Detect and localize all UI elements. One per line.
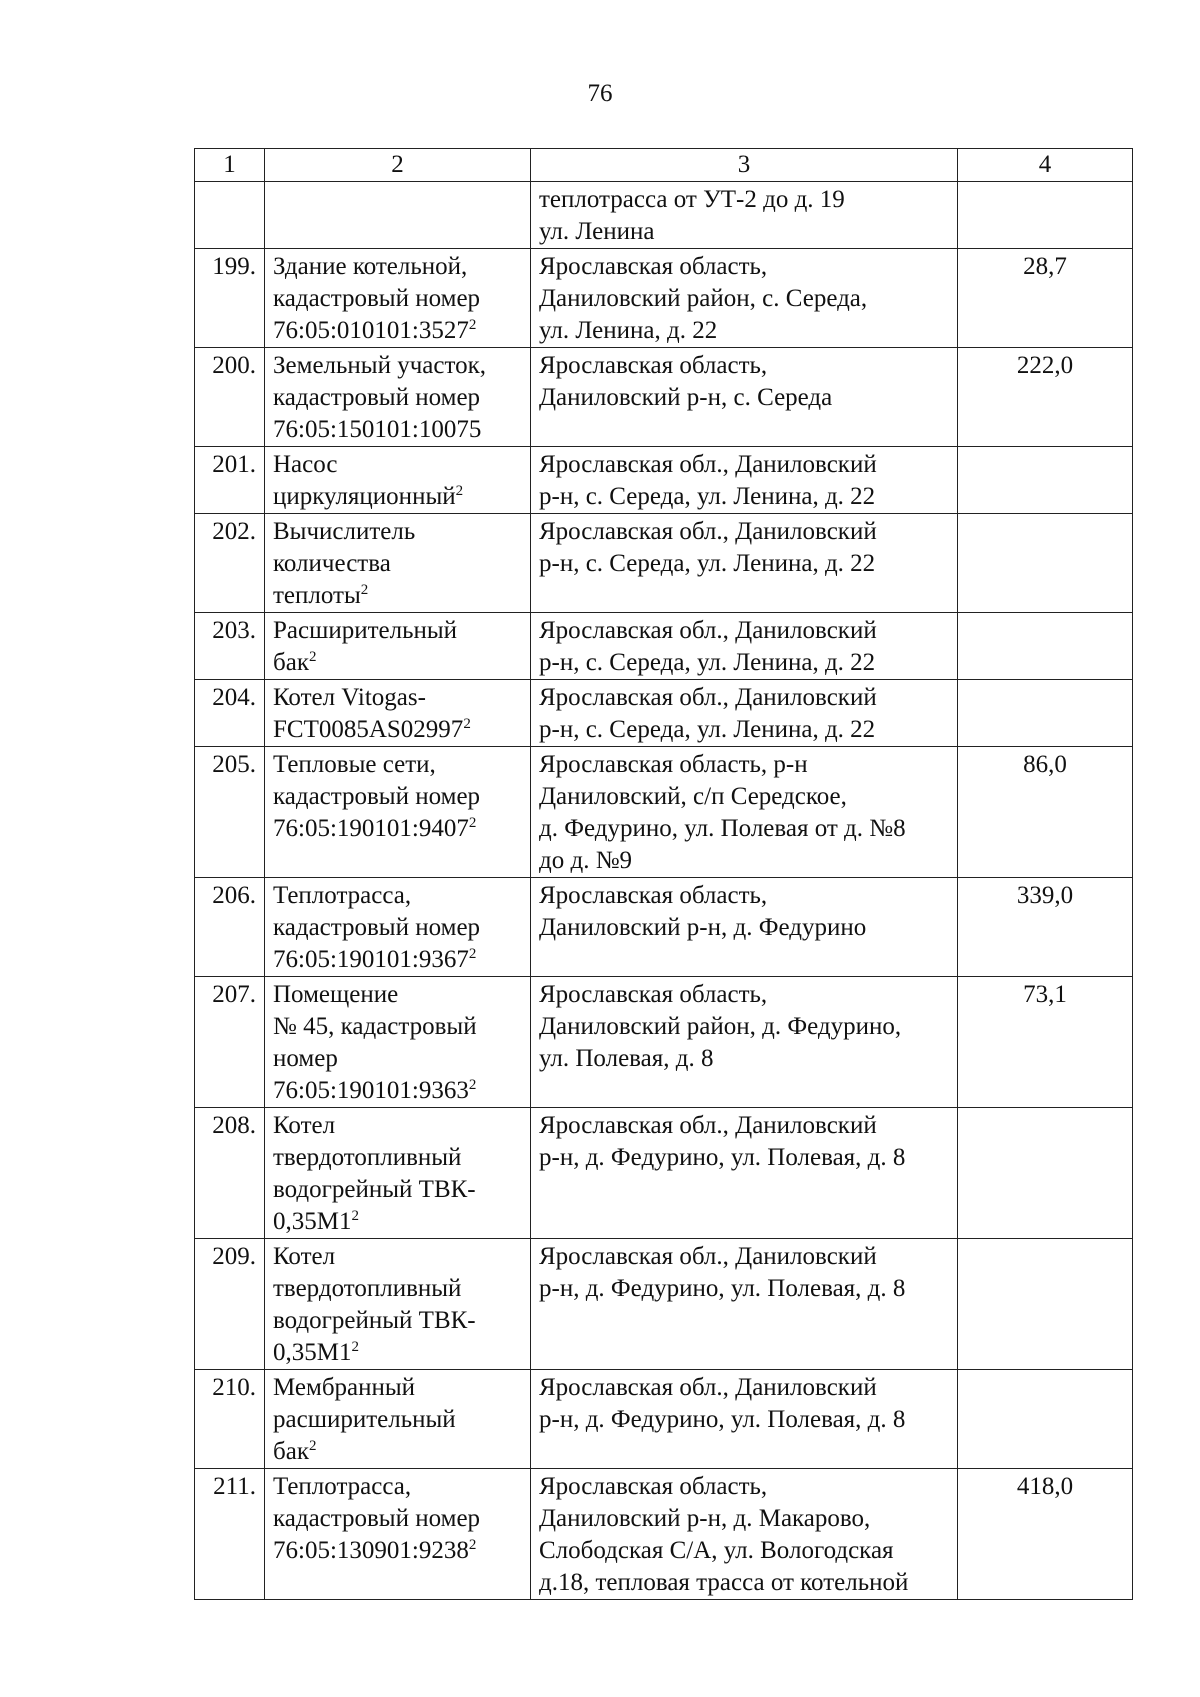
address-line: Ярославская область, р-н <box>539 751 808 778</box>
object-name-cell <box>265 878 531 977</box>
object-name-line: Насос <box>273 451 338 478</box>
table-row <box>195 249 1133 348</box>
address-cell <box>531 447 958 514</box>
address-cell <box>531 680 958 747</box>
property-table <box>194 148 1133 1600</box>
object-name-cell <box>265 680 531 747</box>
footnote-mark: 2 <box>351 1208 359 1224</box>
area-value: 73,1 <box>958 977 1133 1108</box>
object-name-line: Помещение <box>273 981 399 1008</box>
object-name-line: бак$^2$ <box>273 649 317 676</box>
row-number: 199. <box>195 249 265 348</box>
address-cell <box>531 1469 958 1600</box>
address-line: Даниловский р-н, с. Середа <box>539 384 833 411</box>
column-header: 3 <box>531 149 958 182</box>
row-number: 200. <box>195 348 265 447</box>
object-name-cell <box>265 514 531 613</box>
address-line: р-н, с. Середа, ул. Ленина, д. 22 <box>539 716 876 743</box>
footnote-mark: 2 <box>468 1077 477 1093</box>
address-cell <box>531 977 958 1108</box>
address-line: Слободская С/А, ул. Вологодская <box>539 1537 894 1564</box>
object-name-line: FCT0085AS02997$^2$ <box>273 716 471 743</box>
object-name-line: 76:05:130901:9238$^2$ <box>273 1537 477 1564</box>
object-name-line: Земельный участок, <box>273 352 486 379</box>
column-header: 1 <box>195 149 265 182</box>
object-name-line: теплоты$^2$ <box>273 582 369 609</box>
object-name-cell <box>265 1370 531 1469</box>
object-name-line: твердотопливный <box>273 1144 462 1171</box>
address-line: Даниловский район, с. Середа, <box>539 285 868 312</box>
table-row <box>195 348 1133 447</box>
address-line: р-н, д. Федурино, ул. Полевая, д. 8 <box>539 1144 906 1171</box>
area-value <box>958 447 1133 514</box>
object-name-line: Мембранный <box>273 1374 416 1401</box>
object-name-line: кадастровый номер <box>273 285 481 312</box>
row-number: 209. <box>195 1239 265 1370</box>
table-row <box>195 747 1133 878</box>
footnote-mark: 2 <box>351 1339 359 1355</box>
footnote-mark: 2 <box>308 649 317 665</box>
address-line: ул. Ленина <box>539 218 655 245</box>
object-name-line: Тепловые сети, <box>273 751 436 778</box>
address-line: д.18, тепловая трасса от котельной <box>539 1569 909 1596</box>
object-name-line: циркуляционный$^2$ <box>273 483 464 510</box>
table-row <box>195 977 1133 1108</box>
address-line: р-н, с. Середа, ул. Ленина, д. 22 <box>539 483 876 510</box>
address-line: ул. Ленина, д. 22 <box>539 317 718 344</box>
object-name-cell <box>265 1108 531 1239</box>
address-cell <box>531 348 958 447</box>
object-name-line: Теплотрасса, <box>273 1473 412 1500</box>
page-number: 76 <box>587 80 613 107</box>
footnote-mark: 2 <box>468 946 477 962</box>
area-value <box>958 680 1133 747</box>
object-name-cell <box>265 1469 531 1600</box>
table-header-row <box>195 149 1133 182</box>
object-name-line: водогрейный ТВК- <box>273 1307 476 1334</box>
area-value: 28,7 <box>958 249 1133 348</box>
address-line: Даниловский р-н, д. Макарово, <box>539 1505 871 1532</box>
address-line: Ярославская область, <box>539 253 768 280</box>
row-number: 204. <box>195 680 265 747</box>
object-name-line: кадастровый номер <box>273 914 481 941</box>
table-row <box>195 182 1133 249</box>
column-header: 4 <box>958 149 1133 182</box>
address-line: до д. №9 <box>539 847 633 874</box>
row-number: 203. <box>195 613 265 680</box>
address-cell <box>531 1108 958 1239</box>
address-line: Ярославская область, <box>539 882 768 909</box>
object-name-line: 76:05:150101:10075 <box>273 416 482 443</box>
area-value <box>958 1239 1133 1370</box>
row-number: 201. <box>195 447 265 514</box>
footnote-mark: 2 <box>468 317 477 333</box>
object-name-line: Вычислитель <box>273 518 416 545</box>
address-line: теплотрасса от УТ-2 до д. 19 <box>539 186 845 213</box>
address-line: Ярославская обл., Даниловский <box>539 518 877 545</box>
address-line: Даниловский район, д. Федурино, <box>539 1013 902 1040</box>
address-cell <box>531 1239 958 1370</box>
object-name-line: $0,35М1^2$ <box>273 1208 359 1235</box>
area-value: 339,0 <box>958 878 1133 977</box>
object-name-line: $0,35М1^2$ <box>273 1339 359 1366</box>
footnote-mark: 2 <box>468 815 477 831</box>
address-cell <box>531 249 958 348</box>
object-name-line: бак$^2$ <box>273 1438 317 1465</box>
object-name-line: расширительный <box>273 1406 456 1433</box>
footnote-mark: 2 <box>468 1537 477 1553</box>
column-header: 2 <box>265 149 531 182</box>
table-row <box>195 680 1133 747</box>
row-number: 211. <box>195 1469 265 1600</box>
table-row <box>195 613 1133 680</box>
area-value <box>958 514 1133 613</box>
object-name-cell <box>265 747 531 878</box>
row-number: 205. <box>195 747 265 878</box>
area-value: 418,0 <box>958 1469 1133 1600</box>
footnote-mark: 2 <box>455 483 464 499</box>
area-value <box>958 613 1133 680</box>
area-value: 86,0 <box>958 747 1133 878</box>
table-row <box>195 1370 1133 1469</box>
object-name-line: водогрейный ТВК- <box>273 1176 476 1203</box>
address-cell <box>531 878 958 977</box>
row-number: 207. <box>195 977 265 1108</box>
object-name-cell <box>265 182 531 249</box>
table-row <box>195 1108 1133 1239</box>
object-name-line: твердотопливный <box>273 1275 462 1302</box>
address-line: Ярославская область, <box>539 1473 768 1500</box>
address-line: р-н, д. Федурино, ул. Полевая, д. 8 <box>539 1275 906 1302</box>
object-name-line: количества <box>273 550 391 577</box>
address-line: Даниловский, с/п Середское, <box>539 783 847 810</box>
object-name-cell <box>265 613 531 680</box>
address-cell <box>531 613 958 680</box>
object-name-cell <box>265 348 531 447</box>
address-cell <box>531 747 958 878</box>
footnote-mark: 2 <box>360 582 369 598</box>
address-line: р-н, д. Федурино, ул. Полевая, д. 8 <box>539 1406 906 1433</box>
object-name-line: Теплотрасса, <box>273 882 412 909</box>
address-line: Ярославская обл., Даниловский <box>539 617 877 644</box>
address-line: Даниловский р-н, д. Федурино <box>539 914 867 941</box>
object-name-line: Котел <box>273 1243 336 1270</box>
address-cell <box>531 1370 958 1469</box>
address-line: Ярославская область, <box>539 352 768 379</box>
address-line: Ярославская обл., Даниловский <box>539 1243 877 1270</box>
object-name-line: 76:05:190101:9367$^2$ <box>273 946 477 973</box>
row-number: 210. <box>195 1370 265 1469</box>
table-row <box>195 447 1133 514</box>
object-name-line: Расширительный <box>273 617 458 644</box>
object-name-line: кадастровый номер <box>273 1505 481 1532</box>
object-name-line: Котел Vitogas- <box>273 684 426 711</box>
table-row <box>195 514 1133 613</box>
object-name-cell <box>265 1239 531 1370</box>
address-line: Ярославская обл., Даниловский <box>539 451 877 478</box>
table-body <box>195 182 1133 1600</box>
row-number <box>195 182 265 249</box>
address-cell <box>531 514 958 613</box>
address-line: Ярославская обл., Даниловский <box>539 684 877 711</box>
object-name-line: номер <box>273 1045 338 1072</box>
table-row <box>195 878 1133 977</box>
row-number: 208. <box>195 1108 265 1239</box>
object-name-cell <box>265 977 531 1108</box>
address-line: д. Федурино, ул. Полевая от д. №8 <box>539 815 906 842</box>
table-row <box>195 1239 1133 1370</box>
row-number: 202. <box>195 514 265 613</box>
area-value <box>958 182 1133 249</box>
area-value: 222,0 <box>958 348 1133 447</box>
address-line: ул. Полевая, д. 8 <box>539 1045 714 1072</box>
object-name-line: 76:05:010101:3527$^2$ <box>273 317 477 344</box>
address-line: р-н, с. Середа, ул. Ленина, д. 22 <box>539 649 876 676</box>
object-name-line: Здание котельной, <box>273 253 468 280</box>
footnote-mark: 2 <box>463 716 471 732</box>
address-line: Ярославская обл., Даниловский <box>539 1374 877 1401</box>
object-name-line: кадастровый номер <box>273 783 481 810</box>
address-line: р-н, с. Середа, ул. Ленина, д. 22 <box>539 550 876 577</box>
object-name-line: 76:05:190101:9407$^2$ <box>273 815 477 842</box>
footnote-mark: 2 <box>308 1438 317 1454</box>
area-value <box>958 1108 1133 1239</box>
area-value <box>958 1370 1133 1469</box>
address-line: Ярославская область, <box>539 981 768 1008</box>
row-number: 206. <box>195 878 265 977</box>
table-row <box>195 1469 1133 1600</box>
address-line: Ярославская обл., Даниловский <box>539 1112 877 1139</box>
object-name-line: Котел <box>273 1112 336 1139</box>
address-cell <box>531 182 958 249</box>
object-name-cell <box>265 249 531 348</box>
object-name-line: № 45, кадастровый <box>273 1013 477 1040</box>
object-name-line: 76:05:190101:9363$^2$ <box>273 1077 477 1104</box>
object-name-cell <box>265 447 531 514</box>
object-name-line: кадастровый номер <box>273 384 481 411</box>
